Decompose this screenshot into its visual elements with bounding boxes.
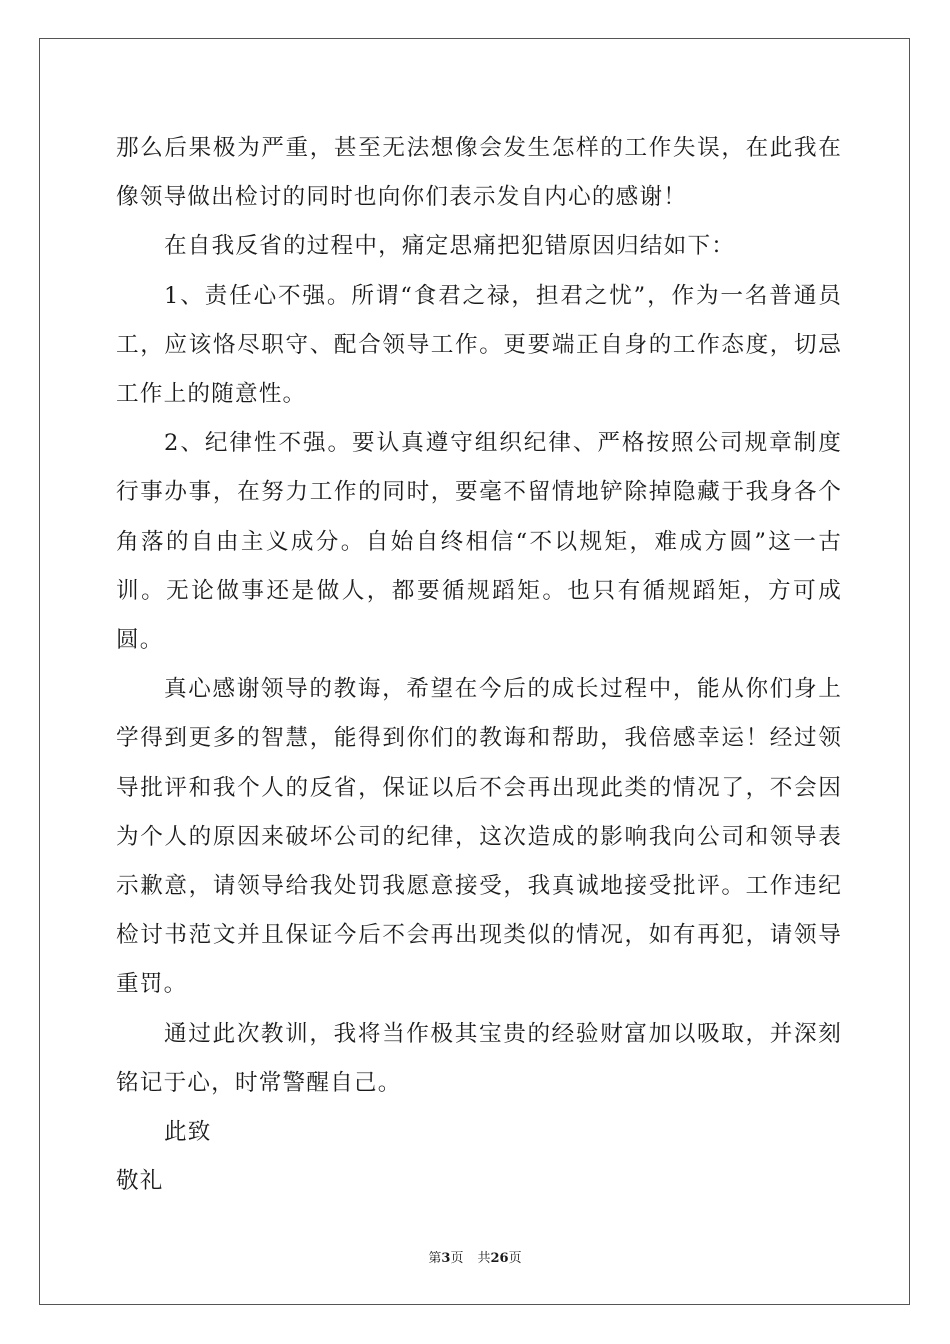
paragraph-1: 那么后果极为严重，甚至无法想像会发生怎样的工作失误，在此我在像领导做出检讨的同时也向你们表示发自内心的感谢！: [116, 135, 842, 211]
paragraph-4: 2、纪律性不强。要认真遵守组织纪律、严格按照公司规章制度行事办事，在努力工作的同时，要毫不留情地铲除掉隐藏于我身各个角落的自由主义成分。自始自终相信“不以规矩，难成方圆”这一古训。无论做事还是做人，都要循规蹈矩。也只有循规蹈矩，方可成圆。: [116, 430, 842, 654]
paragraph-6: 通过此次教训，我将当作极其宝贵的经验财富加以吸取，并深刻铭记于心，时常警醒自己。: [116, 1020, 842, 1096]
paragraph-2: 在自我反省的过程中，痛定思痛把犯错原因归结如下：: [164, 233, 736, 260]
closing-salutation: 此致: [164, 1119, 212, 1146]
total-suffix: 页: [508, 1251, 522, 1266]
page-number: 3: [441, 1251, 451, 1266]
closing-regards: 敬礼: [116, 1168, 164, 1195]
paragraph-5: 真心感谢领导的教诲，希望在今后的成长过程中，能从你们身上学得到更多的智慧，能得到你们的教诲和帮助，我倍感幸运！经过领导批评和我个人的反省，保证以后不会再出现此类的情况了，不会因为个人的原因来破坏公司的纪律，这次造成的影响我向公司和领导表示歉意，请领导给我处罚我愿意接受，我真诚地接受批评。工作违纪检讨书范文并且保证今后不会再出现类似的情况，如有再犯，请领导重罚。: [116, 676, 842, 998]
total-pages: 26: [490, 1251, 509, 1266]
page-prefix: 第: [428, 1251, 442, 1266]
paragraph-3: 1、责任心不强。所谓“食君之禄，担君之忧”，作为一名普通员工，应该恪尽职守、配合领导工作。更要端正自身的工作态度，切忌工作上的随意性。: [116, 282, 842, 408]
page-footer: [0, 1247, 950, 1266]
page-suffix: 页: [450, 1251, 464, 1266]
document-body: [116, 124, 842, 1206]
total-prefix: 共: [477, 1251, 491, 1266]
